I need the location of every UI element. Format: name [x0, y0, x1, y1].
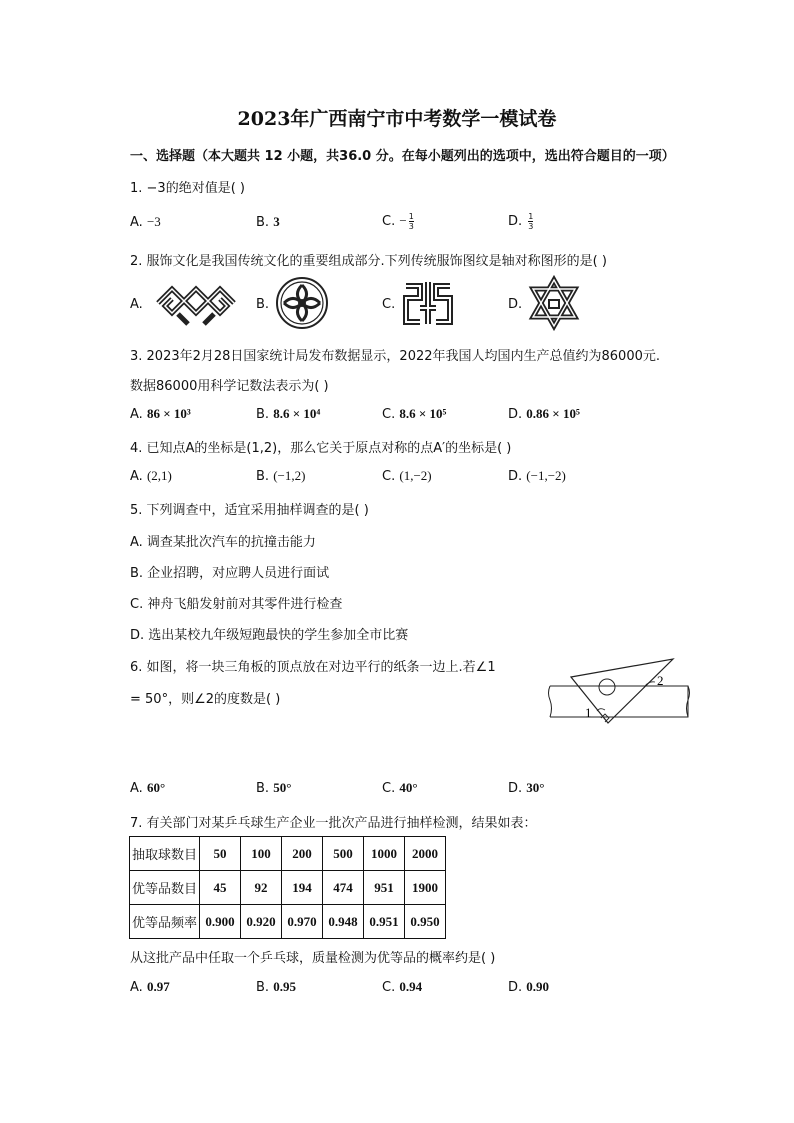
table-cell: 500: [323, 837, 364, 871]
table-cell: 0.950: [405, 905, 446, 939]
q5-option-b[interactable]: B. 企业招聘，对应聘人员进行面试: [130, 566, 330, 581]
q6-option-a[interactable]: A. 60°: [130, 780, 166, 796]
question-2-stem: 2. 服饰文化是我国传统文化的重要组成部分.下列传统服饰图纹是轴对称图形的是( ): [130, 254, 607, 269]
question-3-stem-cont: 数据86000用科学记数法表示为( ): [130, 379, 329, 394]
q1-option-b[interactable]: B. 3: [256, 214, 280, 230]
q7-option-d[interactable]: D. 0.90: [508, 979, 550, 995]
table-cell: 50: [200, 837, 241, 871]
q3-option-d[interactable]: D. 0.86 × 10⁵: [508, 406, 580, 422]
pattern-c-icon: [402, 278, 454, 328]
table-row: [130, 905, 446, 939]
table-cell: 优等品频率: [130, 905, 200, 939]
q2-option-d[interactable]: D.: [508, 297, 523, 312]
q7-option-c[interactable]: C. 0.94: [382, 979, 423, 995]
fraction-one-third: $\frac{1}{3}$: [528, 212, 534, 231]
q6-option-d[interactable]: D. 30°: [508, 780, 545, 796]
table-row: [130, 871, 446, 905]
question-6-stem-cont: = 50°，则∠2的度数是( ): [130, 692, 281, 707]
q4-option-a[interactable]: A. (2,1): [130, 468, 172, 484]
table-cell: 抽取球数目: [130, 837, 200, 871]
q3-option-b[interactable]: B. 8.6 × 10⁴: [256, 406, 321, 422]
table-cell: 1000: [364, 837, 405, 871]
q1-option-c[interactable]: C. − $\frac{1}{3}$: [382, 212, 414, 231]
table-cell: 优等品数目: [130, 871, 200, 905]
pattern-a-icon: [150, 278, 242, 328]
pattern-d-icon: [527, 276, 581, 330]
table-cell: 0.900: [200, 905, 241, 939]
question-1-stem: 1. −3的绝对值是( ): [130, 181, 245, 196]
triangle-ruler-figure: [545, 655, 695, 725]
q5-option-d[interactable]: D. 选出某校九年级短跑最快的学生参加全市比赛: [130, 628, 409, 643]
q4-option-c[interactable]: C. (1,−2): [382, 468, 432, 484]
table-cell: 0.970: [282, 905, 323, 939]
q5-option-a[interactable]: A. 调查某批次汽车的抗撞击能力: [130, 535, 316, 550]
q3-option-a[interactable]: A. 86 × 10³: [130, 406, 191, 422]
angle-2-label: 2: [657, 673, 664, 688]
fraction-neg-one-third: $\frac{1}{3}$: [408, 212, 414, 231]
angle-1-label: 1: [585, 705, 592, 720]
table-cell: 474: [323, 871, 364, 905]
q4-option-d[interactable]: D. (−1,−2): [508, 468, 566, 484]
question-6-stem: 6. 如图，将一块三角板的顶点放在对边平行的纸条一边上.若∠1: [130, 660, 496, 675]
q7-option-b[interactable]: B. 0.95: [256, 979, 296, 995]
table-cell: 0.951: [364, 905, 405, 939]
page-title: 2023年广西南宁市中考数学一模试卷: [237, 108, 557, 130]
q2-option-b[interactable]: B.: [256, 297, 270, 312]
sampling-table: [129, 836, 446, 939]
q1-option-d[interactable]: D. $\frac{1}{3}$: [508, 212, 534, 231]
table-cell: 951: [364, 871, 405, 905]
q6-option-b[interactable]: B. 50°: [256, 780, 292, 796]
q3-option-c[interactable]: C. 8.6 × 10⁵: [382, 406, 447, 422]
table-cell: 1900: [405, 871, 446, 905]
section-heading: 一、选择题（本大题共 12 小题，共36.0 分。在每小题列出的选项中，选出符合题目的一项）: [130, 149, 675, 164]
question-7-stem: 7. 有关部门对某乒乓球生产企业一批次产品进行抽样检测，结果如表：: [130, 816, 537, 831]
q2-option-a[interactable]: A.: [130, 297, 143, 312]
table-cell: 194: [282, 871, 323, 905]
table-cell: 200: [282, 837, 323, 871]
q4-option-b[interactable]: B. (−1,2): [256, 468, 306, 484]
q5-option-c[interactable]: C. 神舟飞船发射前对其零件进行检查: [130, 597, 343, 612]
table-cell: 92: [241, 871, 282, 905]
q6-option-c[interactable]: C. 40°: [382, 780, 418, 796]
question-3-stem: 3. 2023年2月28日国家统计局发布数据显示，2022年我国人均国内生产总值约为86000元.: [130, 349, 661, 364]
question-5-stem: 5. 下列调查中，适宜采用抽样调查的是( ): [130, 503, 369, 518]
table-cell: 100: [241, 837, 282, 871]
pattern-b-icon: [275, 276, 329, 330]
q1-option-a[interactable]: A. −3: [130, 214, 161, 230]
q7-option-a[interactable]: A. 0.97: [130, 979, 170, 995]
table-cell: 2000: [405, 837, 446, 871]
q2-option-c[interactable]: C.: [382, 297, 396, 312]
table-cell: 0.920: [241, 905, 282, 939]
question-4-stem: 4. 已知点A的坐标是(1,2)，那么它关于原点对称的点A′的坐标是( ): [130, 441, 512, 456]
table-row: [130, 837, 446, 871]
table-cell: 45: [200, 871, 241, 905]
question-7-stem-cont: 从这批产品中任取一个乒乓球，质量检测为优等品的概率约是( ): [130, 951, 496, 966]
table-cell: 0.948: [323, 905, 364, 939]
